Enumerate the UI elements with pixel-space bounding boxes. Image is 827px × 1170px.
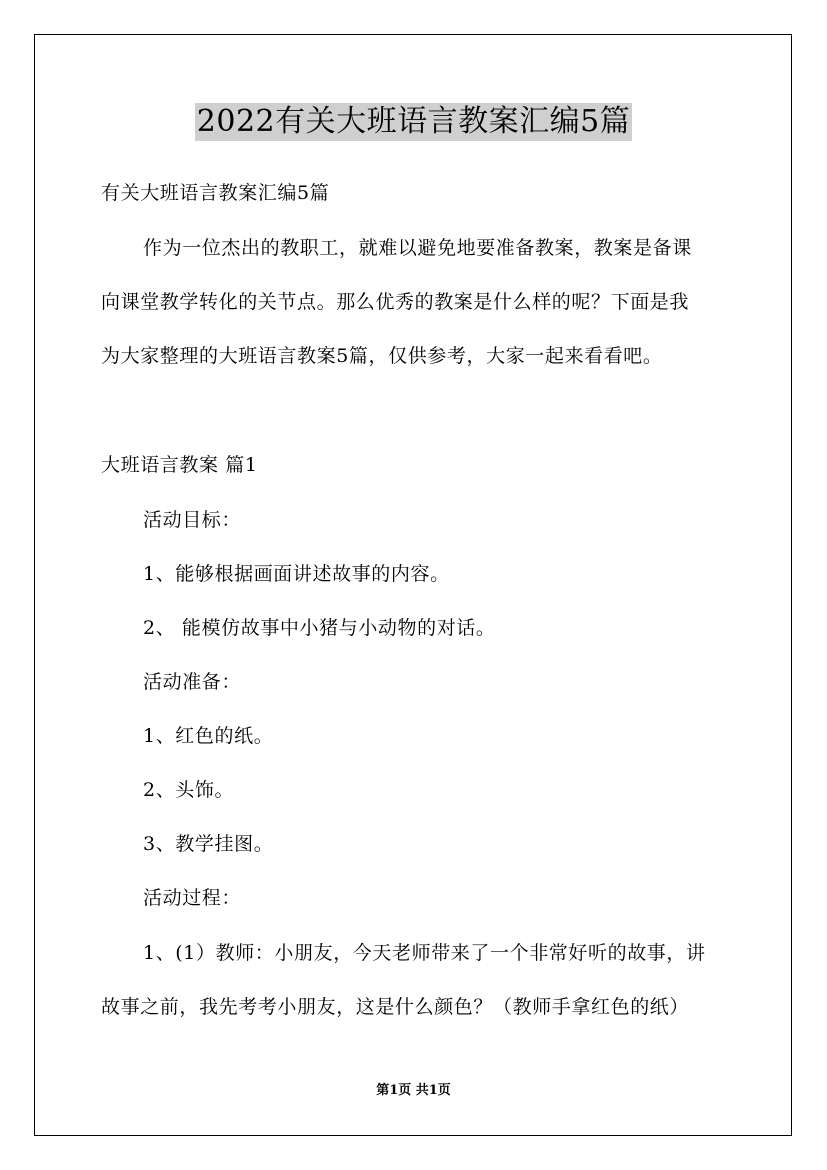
goal-item-2: 2、 能模仿故事中小猪与小动物的对话。 <box>143 617 496 639</box>
section-heading: 大班语言教案 篇1 <box>101 454 258 476</box>
paragraph-line-3: 为大家整理的大班语言教案5篇，仅供参考，大家一起来看看吧。 <box>101 345 663 367</box>
heading-activity-process: 活动过程： <box>143 887 242 909</box>
subtitle-line: 有关大班语言教案汇编5篇 <box>101 182 330 204</box>
paragraph-line-2: 向课堂教学转化的关节点。那么优秀的教案是什么样的呢？下面是我 <box>101 291 690 313</box>
title-container <box>0 103 827 141</box>
page-footer: 第1页 共1页 <box>376 1083 451 1098</box>
goal-item-1: 1、能够根据画面讲述故事的内容。 <box>143 563 450 585</box>
document-title: 2022有关大班语言教案汇编5篇 <box>196 104 631 139</box>
paragraph-line-1: 作为一位杰出的教职工，就难以避免地要准备教案，教案是备课 <box>143 237 692 259</box>
process-line-1: 1、(1）教师：小朋友，今天老师带来了一个非常好听的故事，讲 <box>143 942 706 964</box>
heading-activity-goals: 活动目标： <box>143 509 242 531</box>
process-line-2: 故事之前，我先考考小朋友，这是什么颜色？（教师手拿红色的纸） <box>101 996 690 1018</box>
prep-item-1: 1、红色的纸。 <box>143 725 274 747</box>
prep-item-3: 3、教学挂图。 <box>143 833 274 855</box>
heading-activity-prep: 活动准备： <box>143 671 242 693</box>
prep-item-2: 2、头饰。 <box>143 779 235 801</box>
